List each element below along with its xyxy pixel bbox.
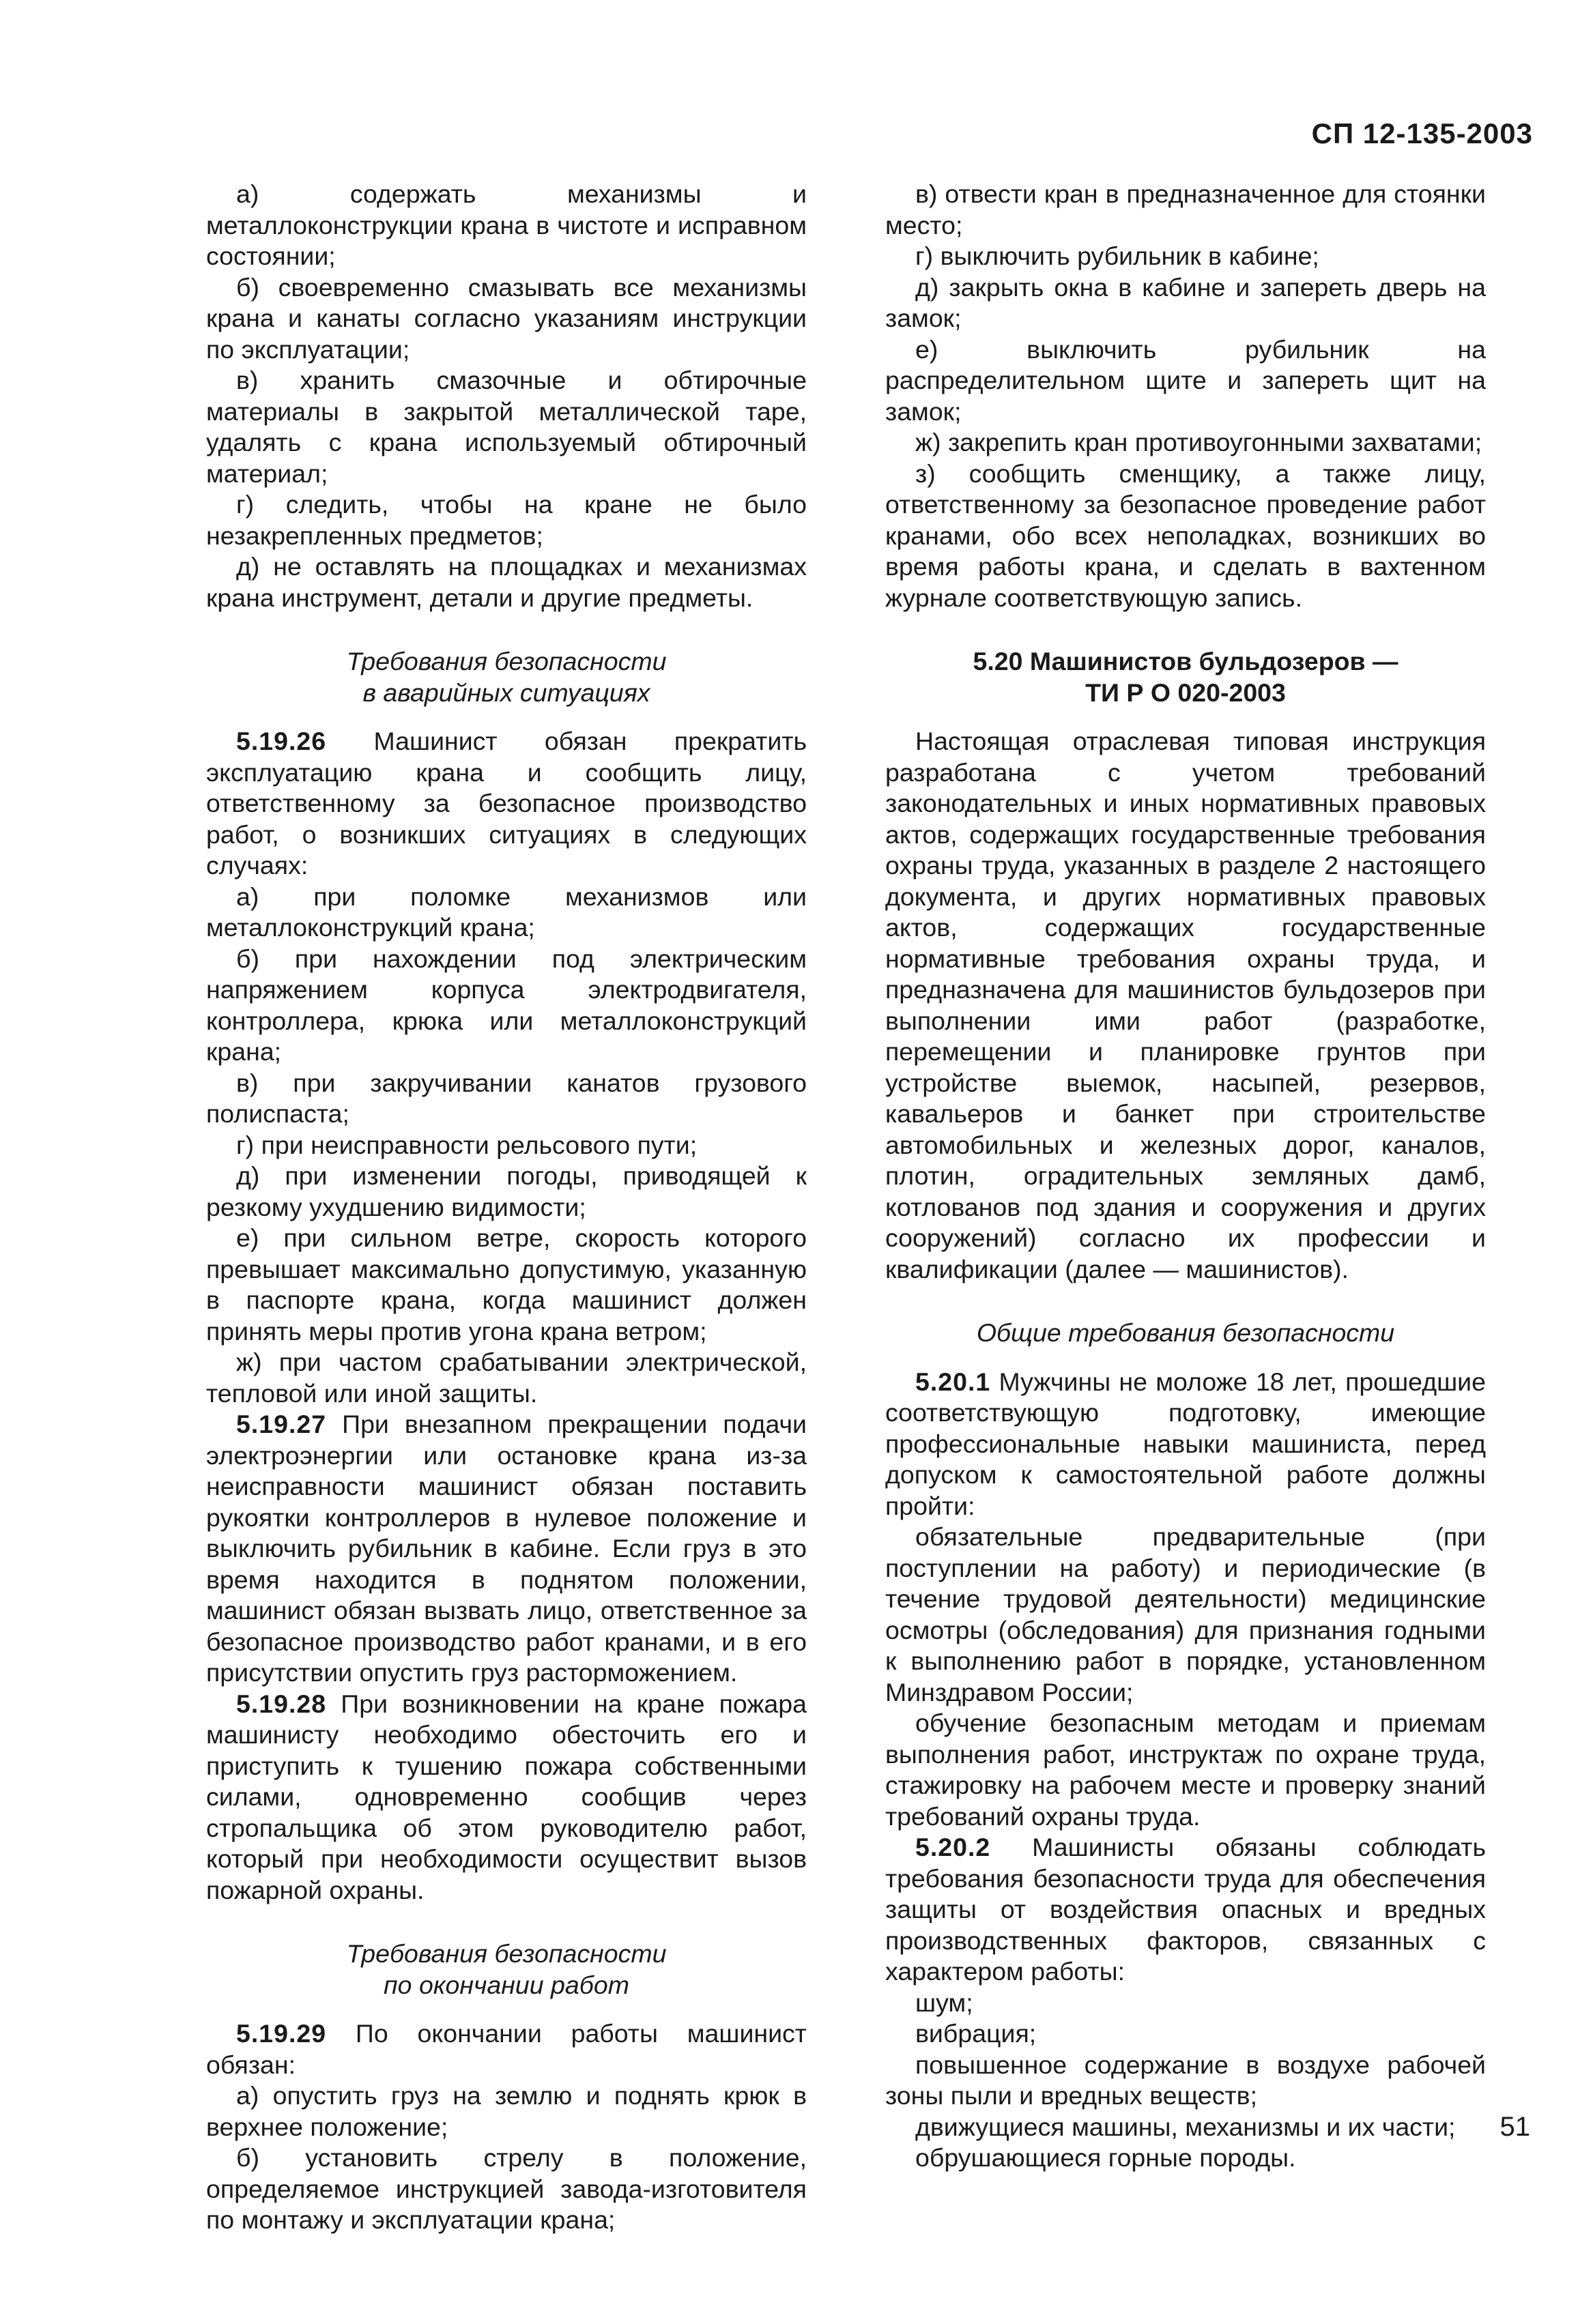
left-column [206, 179, 807, 2236]
list-item: з) сообщить сменщику, а также лицу, ответственному за безопасное проведение работ кранами, обо всех неполадках, возникших во время работы крана, и сделать в вахтенном журнале соответствующую запись. [885, 459, 1486, 612]
list-item: б) установить стрелу в положение, определяемое инструкцией завода-изготовителя по монтажу и эксплуатации крана; [206, 2143, 807, 2234]
list-item: движущиеся машины, механизмы и их части; [915, 2112, 1456, 2141]
list-item: шум; [915, 1988, 973, 2017]
list-item: д) при изменении погоды, приводящей к резкому ухудшению видимости; [206, 1161, 807, 1221]
clause-text: При внезапном прекращении подачи электроэнергии или остановке крана из-за неисправности машинист обязан поставить рукоятки контроллеров в нулевое положение и выключить рубильник в кабине. Если груз в это время находится в поднятом положении, машинист обязан вызвать лицо, ответственное за безопасное производство работ кранами, и в его присутствии опустить груз расторможением. [206, 1410, 807, 1687]
section-title-line: 5.20 Машинистов бульдозеров — [973, 647, 1398, 676]
clause-5-20-2 [885, 1832, 1486, 1988]
list-item: вибрация; [915, 2019, 1037, 2048]
list-item: г) выключить рубильник в кабине; [915, 242, 1319, 270]
list-item: е) при сильном ветре, скорость которого превышает максимально допустимую, указанную в паспорте крана, когда машинист должен принять меры против угона крана ветром; [206, 1223, 807, 1346]
list-item: повышенное содержание в воздухе рабочей зоны пыли и вредных веществ; [885, 2050, 1486, 2110]
section-title-line: ТИ Р О 020-2003 [1085, 678, 1286, 707]
subheading-line: по окончании работ [384, 1970, 629, 1999]
document-code: СП 12-135-2003 [1311, 117, 1533, 149]
clause-5-19-28 [206, 1689, 807, 1906]
subheading-line: в аварийных ситуациях [362, 678, 650, 707]
clause-number: 5.20.2 [915, 1833, 991, 1861]
intro-paragraph: Настоящая отраслевая типовая инструкция разработана с учетом требований законодательных и иных нормативных правовых актов, содержащих государственные требования охраны труда, указанных в разделе 2 настоящего документа, и других нормативных правовых актов, содержащих государственные нормативные требования охраны труда, и предназначена для машинистов бульдозеров при выполнении ими работ (разработке, перемещении и планировке грунтов при устройстве выемок, насыпей, резервов, кавальеров и банкет при строительстве автомобильных и железных дорог, каналов, плотин, оградительных земляных дамб, котлованов под здания и сооружения и других сооружений) согласно их профессии и квалификации (далее — машинистов). [885, 727, 1486, 1283]
clause-5-19-26 [206, 726, 807, 882]
section-title [885, 646, 1486, 708]
subheading-general: Общие требования безопасности [976, 1318, 1395, 1347]
clause-number: 5.19.26 [236, 727, 327, 755]
clause-5-20-1 [885, 1367, 1486, 1522]
list-item: обучение безопасным методам и приемам выполнения работ, инструктаж по охране труда, стажировку на рабочем месте и проверку знаний требований охраны труда. [885, 1709, 1486, 1831]
list-item: а) опустить груз на землю и поднять крюк в верхнее положение; [206, 2081, 807, 2141]
clause-number: 5.20.1 [915, 1367, 991, 1396]
subheading-line: Требования безопасности [346, 1939, 667, 1968]
subheading-emergency [206, 646, 807, 708]
paragraph: д) не оставлять на площадках и механизмах крана инструмент, детали и другие предметы. [206, 552, 807, 612]
clause-text: Машинист обязан прекратить эксплуатацию крана и сообщить лицу, ответственному за безопасное производство работ, о возникших ситуациях в следующих случаях: [206, 727, 807, 880]
paragraph: г) следить, чтобы на кране не было незакрепленных предметов; [206, 490, 807, 550]
list-item: ж) закрепить кран противоугонными захватами; [915, 428, 1482, 456]
list-item: г) при неисправности рельсового пути; [236, 1130, 698, 1159]
clause-5-19-29 [206, 2018, 807, 2080]
list-item: д) закрыть окна в кабине и запереть дверь на замок; [885, 272, 1486, 332]
list-item: ж) при частом срабатывании электрической, тепловой или иной защиты. [206, 1348, 807, 1408]
clause-number: 5.19.27 [236, 1410, 327, 1438]
clause-text: По окончании работы машинист обязан: [206, 2019, 807, 2079]
list-item: обрушающиеся горные породы. [915, 2143, 1296, 2172]
clause-text: При возникновении на кране пожара машинисту необходимо обесточить его и приступить к тушению пожара собственными силами, одновременно сообщив через стропальщика об этом руководителю работ, который при необходимости осуществит вызов пожарной охраны. [206, 1689, 807, 1904]
right-column [885, 179, 1486, 2174]
subheading-end-of-work [206, 1938, 807, 2001]
list-item: е) выключить рубильник на распределительном щите и запереть щит на замок; [885, 334, 1486, 426]
clause-text: Мужчины не моложе 18 лет, прошедшие соответствующую подготовку, имеющие профессиональные навыки машиниста, перед допуском к самостоятельной работе должны пройти: [885, 1367, 1486, 1520]
list-item: б) при нахождении под электрическим напряжением корпуса электродвигателя, контроллера, крюка или металлоконструкций крана; [206, 944, 807, 1066]
subheading-line: Требования безопасности [346, 647, 667, 676]
paragraph: б) своевременно смазывать все механизмы крана и канаты согласно указаниям инструкции по эксплуатации; [206, 272, 807, 364]
clause-number: 5.19.29 [236, 2019, 327, 2048]
paragraph: в) хранить смазочные и обтирочные материалы в закрытой металлической таре, удалять с крана используемый обтирочный материал; [206, 366, 807, 488]
list-item: в) отвести кран в предназначенное для стоянки место; [885, 179, 1486, 239]
list-item: обязательные предварительные (при поступлении на работу) и периодические (в течение трудовой деятельности) медицинские осмотры (обследования) для признания годными к выполнению работ в порядке, установленном Минздравом России; [885, 1522, 1486, 1706]
page-number: 51 [1499, 2112, 1530, 2142]
list-item: а) при поломке механизмов или металлоконструкций крана; [206, 882, 807, 942]
clause-number: 5.19.28 [236, 1689, 327, 1718]
clause-text: Машинисты обязаны соблюдать требования безопасности труда для обеспечения защиты от воздействия опасных и вредных производственных факторов, связанных с характером работы: [885, 1833, 1486, 1986]
paragraph: а) содержать механизмы и металлоконструкции крана в чистоте и исправном состоянии; [206, 179, 807, 270]
clause-5-19-27 [206, 1409, 807, 1689]
list-item: в) при закручивании канатов грузового полиспаста; [206, 1068, 807, 1128]
